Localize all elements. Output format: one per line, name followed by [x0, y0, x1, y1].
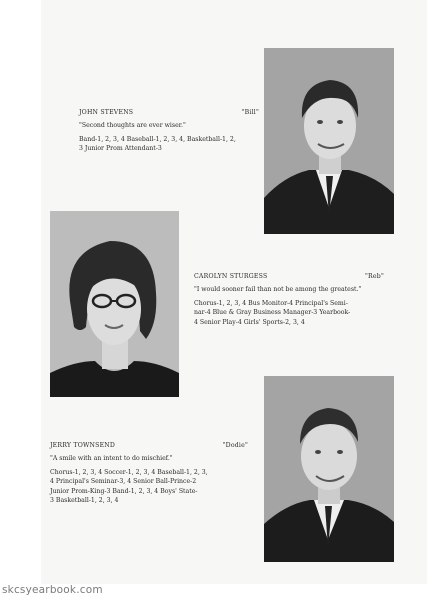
- portrait-photo-john-stevens: [264, 48, 394, 234]
- activity-line: Junior Prom-King-3 Band-1, 2, 3, 4 Boys' State-: [50, 487, 198, 495]
- student-entry-jerry-townsend: [50, 441, 248, 505]
- activity-line: Chorus-1, 2, 3, 4 Soccer-1, 2, 3, 4 Baseball-1, 2, 3,: [50, 469, 208, 477]
- name-row: [194, 272, 384, 282]
- site-watermark: skcsyearbook.com: [2, 584, 103, 596]
- student-name: JERRY TOWNSEND: [50, 442, 116, 449]
- activity-line: 4 Principal's Seminar-3, 4 Senior Ball-Prince-2: [50, 478, 197, 486]
- student-name: CAROLYN STURGESS: [194, 273, 268, 280]
- name-row: [50, 441, 248, 451]
- student-nickname: "Bill": [241, 109, 259, 116]
- student-nickname: "Dodie": [222, 442, 248, 449]
- activity-line: 3 Basketball-1, 2, 3, 4: [50, 496, 119, 504]
- student-nickname: "Reb": [365, 273, 384, 280]
- activity-line: 3 Junior Prom Attendant-3: [79, 145, 162, 153]
- student-activities: [194, 299, 384, 327]
- activity-line: nar-4 Blue & Gray Business Manager-3 Yearbook-: [194, 309, 351, 317]
- student-quote: "I would sooner fail than not be among the greatest.": [194, 286, 362, 293]
- portrait-photo-jerry-townsend: [264, 376, 394, 562]
- student-activities: [50, 468, 248, 505]
- activity-line: 4 Senior Play-4 Girls' Sports-2, 3, 4: [194, 318, 305, 326]
- student-entry-carolyn-sturgess: [194, 272, 384, 327]
- student-quote: "A smile with an intent to do mischief.": [50, 455, 173, 462]
- portrait-photo-carolyn-sturgess: [50, 211, 179, 397]
- activity-line: Chorus-1, 2, 3, 4 Bus Monitor-4 Principal's Semi-: [194, 300, 348, 308]
- activity-line: Band-1, 2, 3, 4 Baseball-1, 2, 3, 4, Basketball-1, 2,: [79, 136, 236, 144]
- student-quote: "Second thoughts are ever wiser.": [79, 122, 186, 129]
- student-name: JOHN STEVENS: [79, 109, 134, 116]
- yearbook-page: [41, 0, 427, 584]
- student-entry-john-stevens: [79, 108, 259, 154]
- name-row: [79, 108, 259, 118]
- student-activities: [79, 135, 259, 153]
